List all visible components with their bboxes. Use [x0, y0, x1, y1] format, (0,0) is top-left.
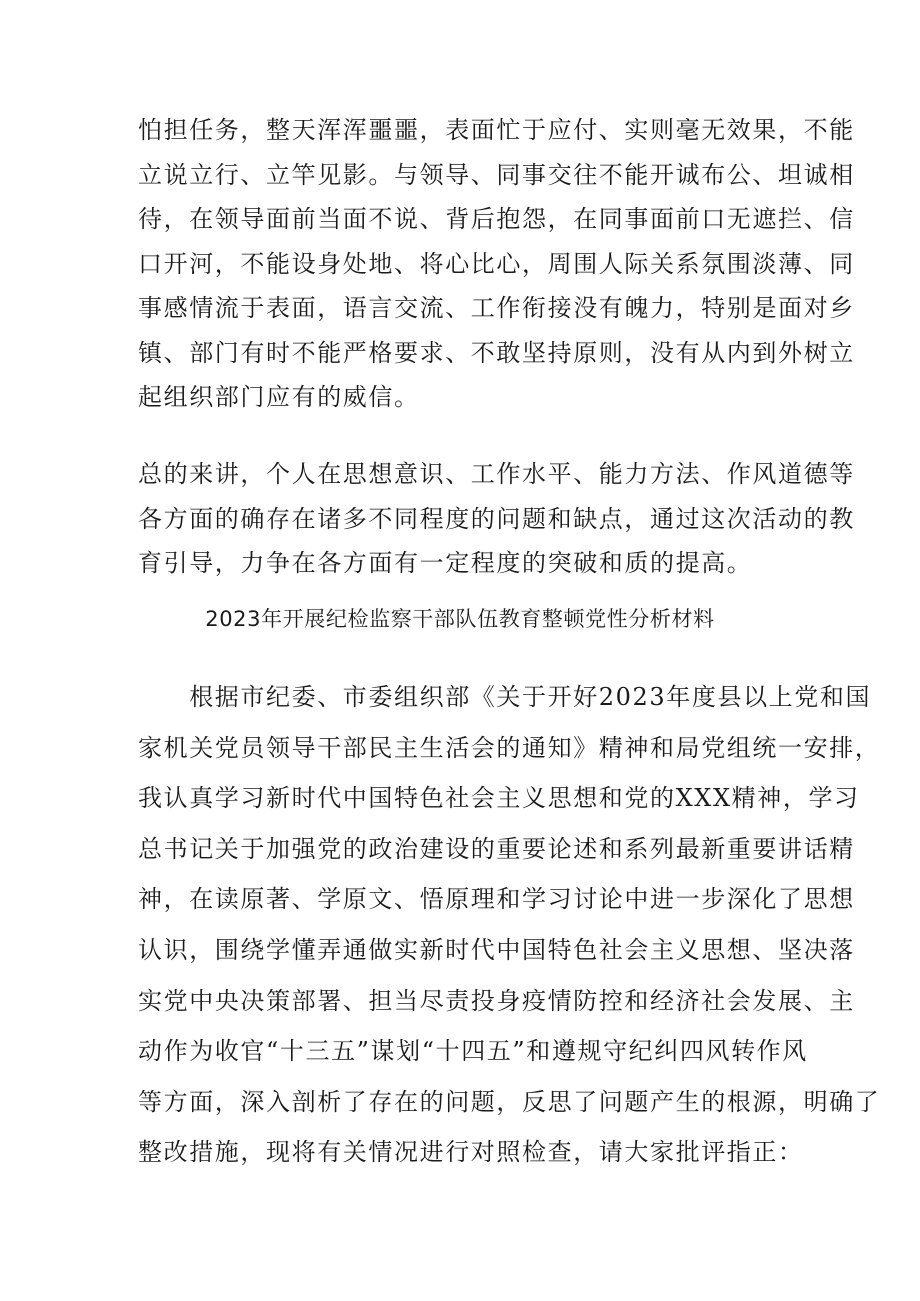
text-line: 口开河，不能设身处地、将心比心，周围人际关系氛围淡薄、同 — [138, 249, 855, 278]
text-line: 整改措施，现将有关情况进行对照检查，请大家批评指正： — [138, 1138, 804, 1167]
paragraph-summary — [138, 452, 855, 586]
paragraph-intro — [138, 672, 881, 1178]
text-line: 起组织部门应有的威信。 — [138, 383, 420, 411]
text-line: 动作为收官“十三五”谋划“十四五”和遵规守纪纠四风转作风 — [138, 1037, 808, 1066]
text-line: 待，在领导面前当面不说、背后抱怨，在同事面前口无遮拦、信 — [138, 205, 855, 233]
text-line: 实党中央决策部署、担当尽责投身疫情防控和经济社会发展、主 — [138, 986, 855, 1015]
document-heading: 2023年开展纪检监察干部队伍教育整顿党性分析材料 — [205, 607, 715, 631]
text-line: 总书记关于加强党的政治建设的重要论述和系列最新重要讲话精 — [138, 834, 855, 863]
text-line: 神，在读原著、学原文、悟原理和学习讨论中进一步深化了思想 — [138, 885, 855, 914]
text-line: 我认真学习新时代中国特色社会主义思想和党的XXX精神，学习 — [138, 784, 860, 813]
text-line: 镇、部门有时不能严格要求、不敢坚持原则，没有从内到外树立 — [138, 338, 855, 367]
text-line: 等方面，深入剖析了存在的问题，反思了问题产生的根源，明确了 — [138, 1087, 881, 1116]
paragraph-continuation — [138, 108, 855, 420]
text-line: 各方面的确存在诸多不同程度的问题和缺点，通过这次活动的教 — [138, 504, 855, 533]
text-line: 根据市纪委、市委组织部《关于开好2023年度县以上党和国 — [138, 683, 872, 711]
text-line: 事感情流于表面，语言交流、工作衔接没有魄力，特别是面对乡 — [138, 294, 855, 322]
text-line: 家机关党员领导干部民主生活会的通知》精神和局党组统一安排， — [138, 733, 881, 762]
text-line: 立说立行、立竿见影。与领导、同事交往不能开诚布公、坦诚相 — [138, 160, 855, 189]
text-line: 认识，围绕学懂弄通做实新时代中国特色社会主义思想、坚决落 — [138, 935, 855, 964]
text-line: 怕担任务，整天浑浑噩噩，表面忙于应付、实则毫无效果，不能 — [138, 116, 855, 144]
text-line: 总的来讲，个人在思想意识、工作水平、能力方法、作风道德等 — [138, 460, 855, 488]
text-line: 育引导，力争在各方面有一定程度的突破和质的提高。 — [138, 549, 753, 577]
